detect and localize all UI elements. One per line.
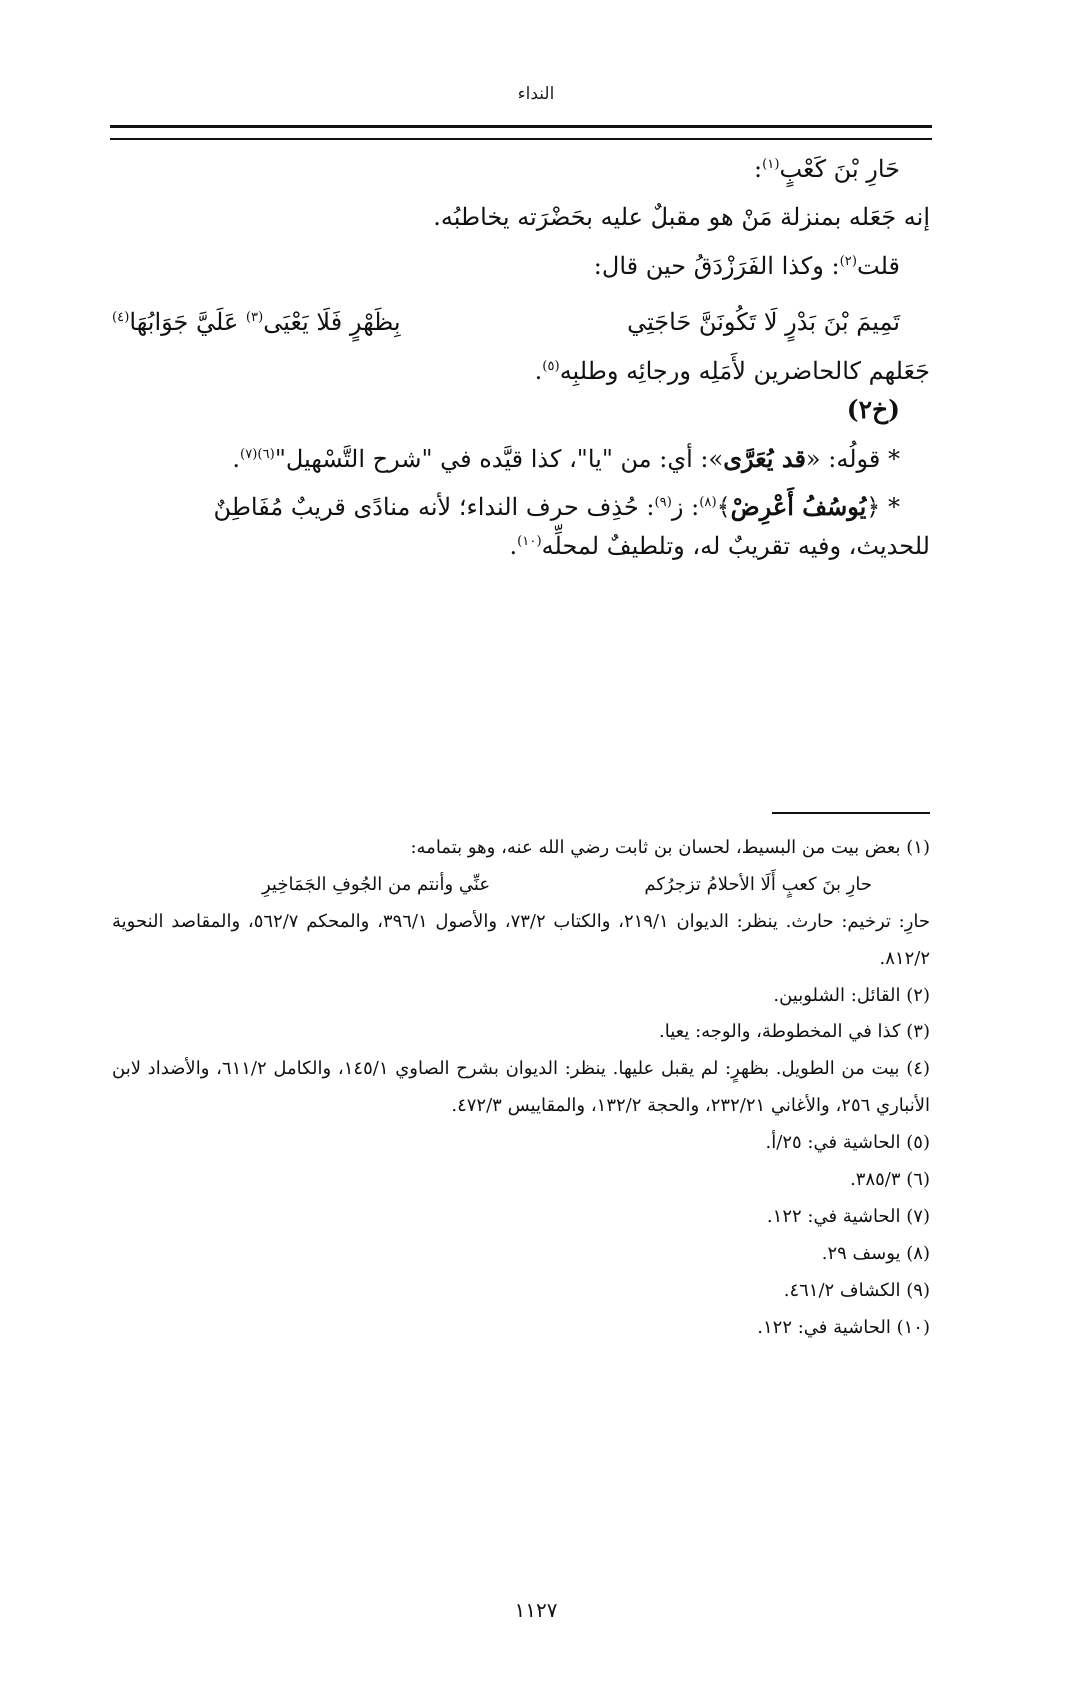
text: : ز bbox=[671, 493, 700, 522]
punctuation: . bbox=[232, 444, 241, 473]
text: للحديث، وفيه تقريبٌ له، وتلطيفٌ لمحلِّه bbox=[541, 531, 930, 560]
paragraph bbox=[112, 488, 930, 526]
paragraph bbox=[112, 527, 930, 565]
text: : وكذا الفَرَزْدَقُ حين قال: bbox=[593, 251, 840, 280]
footnote-ref: (٥) bbox=[542, 358, 560, 374]
text: ﴾ bbox=[716, 493, 731, 522]
footnote-10: (١٠) الحاشية في: ١٢٢. bbox=[757, 1316, 930, 1338]
verse-second-hemistich: عنِّي وأنتم من الجُوفِ الجَمَاخِيرِ bbox=[262, 873, 491, 895]
text: : حُذِف حرف النداء؛ لأنه منادًى قريبٌ مُفَاطِنٌ bbox=[213, 493, 655, 522]
section-label: (خ٢) bbox=[846, 394, 900, 424]
paragraph bbox=[112, 247, 930, 285]
footnote-ref: (٢) bbox=[839, 253, 858, 269]
paragraph bbox=[112, 352, 930, 390]
footnote-separator bbox=[772, 812, 930, 814]
text: قلت bbox=[857, 251, 900, 280]
footnote-ref: (٣) bbox=[245, 310, 264, 326]
header-rule-thin bbox=[110, 138, 932, 140]
verse-first-hemistich: حارِ بنَ كعبٍ أَلَا الأحلامُ تزجرُكم bbox=[644, 873, 872, 895]
footnote-4: (٤) بيت من الطويل. بظهرٍ: لم يقبل عليها. ينظر: الديوان بشرح الصاوي ١٤٥/١، والكامل ٦١١/٢، والأضداد لابن الأنباري ٢٥٦، والأغاني ٢٣٢/٢١، والحجة ١٣٢/٢، والمقاييس ٤٧٢/٣. bbox=[112, 1058, 930, 1117]
footnotes bbox=[112, 830, 930, 1346]
footnote-ref: (٤) bbox=[112, 310, 130, 326]
footnote-2: (٢) القائل: الشلوبين. bbox=[773, 984, 930, 1006]
punctuation: . bbox=[509, 531, 518, 560]
text: * ﴿ bbox=[866, 493, 900, 522]
text: بِظَهْرٍ فَلَا يَعْيَى bbox=[263, 308, 401, 337]
footnote-1: (١) بعض بيت من البسيط، لحسان بن ثابت رضي الله عنه، وهو بتمامه: bbox=[410, 837, 930, 858]
text: * قولُه: « bbox=[805, 444, 900, 473]
footnote-ref: (١) bbox=[762, 157, 780, 172]
punctuation: : bbox=[753, 155, 763, 183]
footnote-9: (٩) الكشاف ٤٦١/٢. bbox=[783, 1279, 930, 1301]
quran-phrase: يُوسُفُ أَعْرِضْ bbox=[730, 492, 867, 522]
page-number: ١١٢٧ bbox=[514, 1598, 558, 1622]
text: »: أي: من "يا"، كذا قيَّده في "شرح التَّسْهيل" bbox=[274, 444, 724, 473]
footnote-8: (٨) يوسف ٢٩. bbox=[821, 1242, 930, 1264]
footnote-6: (٦) ٣٨٥/٣. bbox=[850, 1169, 930, 1191]
verse-fragment-text: حَارِ بْنَ كَعْبٍ bbox=[779, 155, 900, 183]
punctuation: . bbox=[534, 356, 543, 385]
footnote-3: (٣) كذا في المخطوطة، والوجه: يعيا. bbox=[659, 1021, 930, 1043]
verse-fragment bbox=[112, 150, 930, 188]
footnote-ref: (١٠) bbox=[517, 533, 542, 549]
quoted-phrase: قد يُعَرَّى bbox=[723, 443, 806, 473]
text: عَلَيَّ جَوَابُهَا bbox=[129, 308, 246, 337]
footnote-1-detail: حارِ: ترخيم: حارث. ينظر: الديوان ٢١٩/١، والكتاب ٧٣/٢، والأصول ٣٩٦/١، والمحكم ٥٦٢/٧، والمقاصد النحوية ٨١٢/٢. bbox=[112, 910, 931, 969]
footnote-ref: (٩) bbox=[654, 495, 672, 511]
verse-second-hemistich bbox=[112, 303, 401, 341]
footnote-ref: (٨) bbox=[699, 495, 717, 511]
running-title: النداء bbox=[517, 84, 555, 104]
footnote-ref: (٦)(٧) bbox=[240, 446, 275, 462]
paragraph: إنه جَعَله بمنزلة مَنْ هو مقبلٌ عليه بحَضْرَته يخاطبُه. bbox=[433, 203, 930, 232]
footnote-verse bbox=[112, 867, 930, 904]
header-rule-thick bbox=[110, 125, 932, 128]
footnote-5: (٥) الحاشية في: ٢٥/أ. bbox=[765, 1132, 930, 1154]
paragraph bbox=[112, 440, 930, 478]
poem-verse bbox=[112, 303, 930, 341]
main-text bbox=[112, 150, 930, 565]
verse-first-hemistich: تَمِيمَ بْنَ بَدْرٍ لَا تَكُونَنَّ حَاجَتِي bbox=[627, 308, 900, 337]
footnote-7: (٧) الحاشية في: ١٢٢. bbox=[766, 1205, 930, 1227]
text: جَعَلهم كالحاضرين لأَمَلِه ورجائِه وطلبِه bbox=[559, 356, 930, 385]
